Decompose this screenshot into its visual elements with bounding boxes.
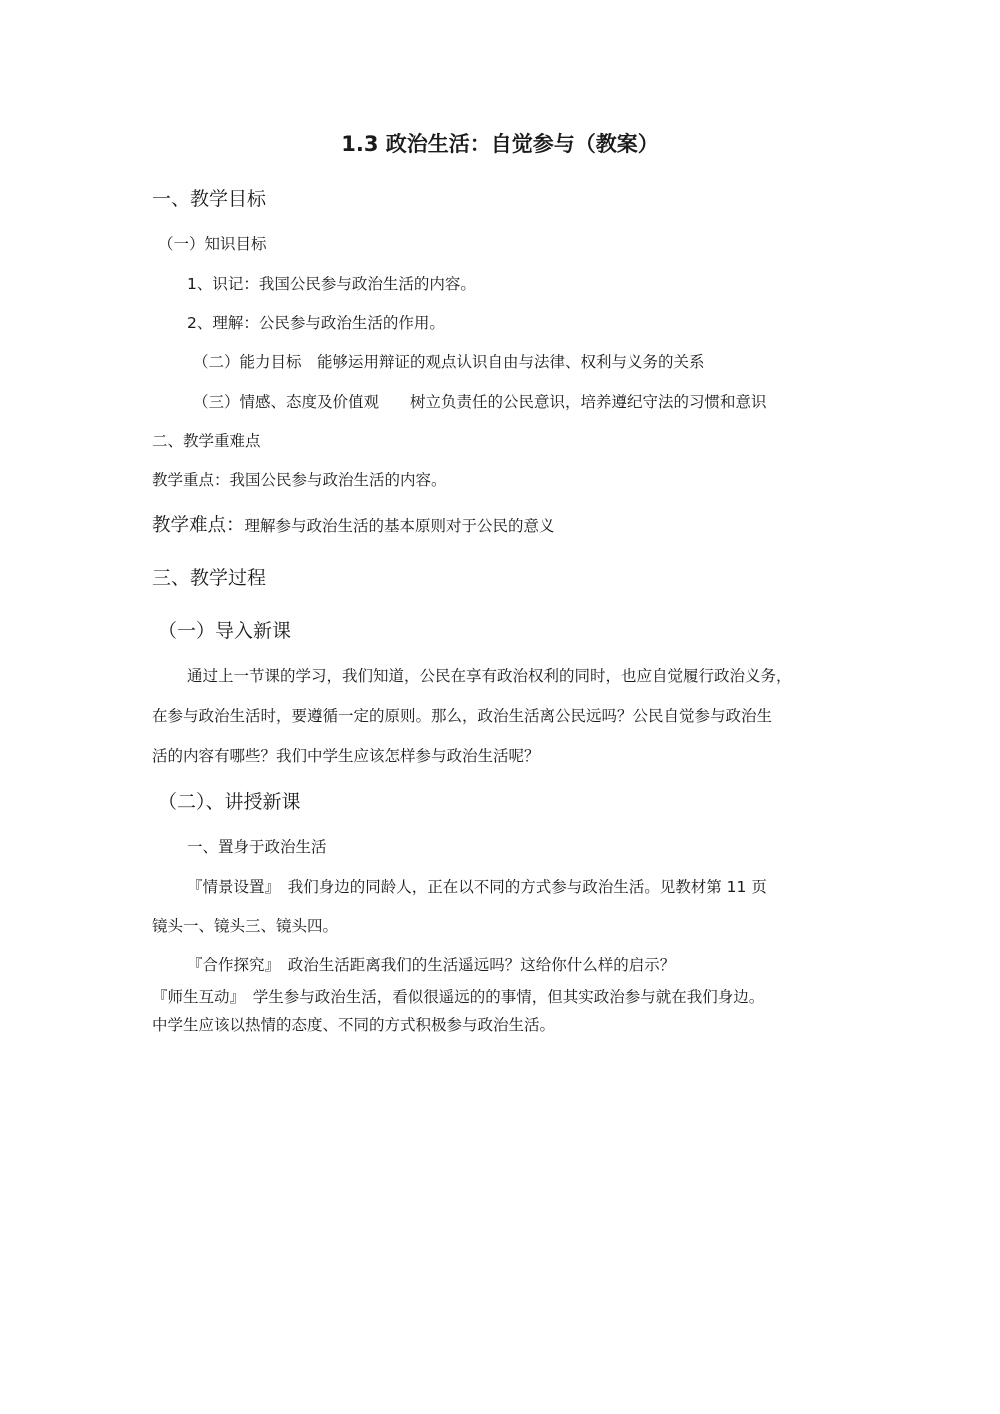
knowledge-item: 1、识记：我国公民参与政治生活的内容。: [187, 275, 476, 293]
intro-paragraph-line: 在参与政治生活时，要遵循一定的原则。那么，政治生活离公民远吗？公民自觉参与政治生: [152, 707, 773, 725]
key-point: 教学重点：我国公民参与政治生活的内容。: [152, 471, 447, 489]
scenario-line: 镜头一、镜头三、镜头四。: [152, 917, 339, 935]
difficulty-line: [152, 517, 555, 536]
subheading-intro: （一）导入新课: [158, 620, 292, 642]
interaction-line: 中学生应该以热情的态度、不同的方式积极参与政治生活。: [152, 1016, 556, 1034]
explore-line: 『合作探究』 政治生活距离我们的生活遥远吗？这给你什么样的启示？: [187, 956, 676, 974]
section-heading-objectives: 一、教学目标: [152, 188, 267, 210]
sub-heading-politics: 一、置身于政治生活: [187, 838, 327, 856]
section-heading-key-points: 二、教学重难点: [152, 432, 261, 450]
knowledge-item: 2、理解：公民参与政治生活的作用。: [187, 314, 445, 332]
emotion-objective: （三）情感、态度及价值观 树立负责任的公民意识，培养遵纪守法的习惯和意识: [193, 393, 767, 411]
section-heading-process: 三、教学过程: [152, 567, 267, 589]
scenario-line: 『情景设置』 我们身边的同龄人，正在以不同的方式参与政治生活。见教材第 11 页: [187, 878, 767, 896]
document-title: 1.3 政治生活：自觉参与（教案）: [341, 132, 659, 156]
difficulty-text: 理解参与政治生活的基本原则对于公民的意义: [244, 517, 555, 535]
difficulty-label: 教学难点：: [152, 515, 245, 536]
interaction-line: 『师生互动』 学生参与政治生活，看似很遥远的的事情，但其实政治参与就在我们身边。: [152, 988, 765, 1006]
intro-paragraph-line: 通过上一节课的学习，我们知道，公民在享有政治权利的同时，也应自觉履行政治义务，: [187, 667, 792, 685]
ability-objective: （二）能力目标 能够运用辩证的观点认识自由与法律、权利与义务的关系: [193, 353, 705, 371]
subheading-knowledge: （一）知识目标: [158, 235, 267, 253]
subheading-teach: （二）、讲授新课: [158, 791, 301, 813]
intro-paragraph-line: 活的内容有哪些？我们中学生应该怎样参与政治生活呢？: [152, 747, 540, 765]
